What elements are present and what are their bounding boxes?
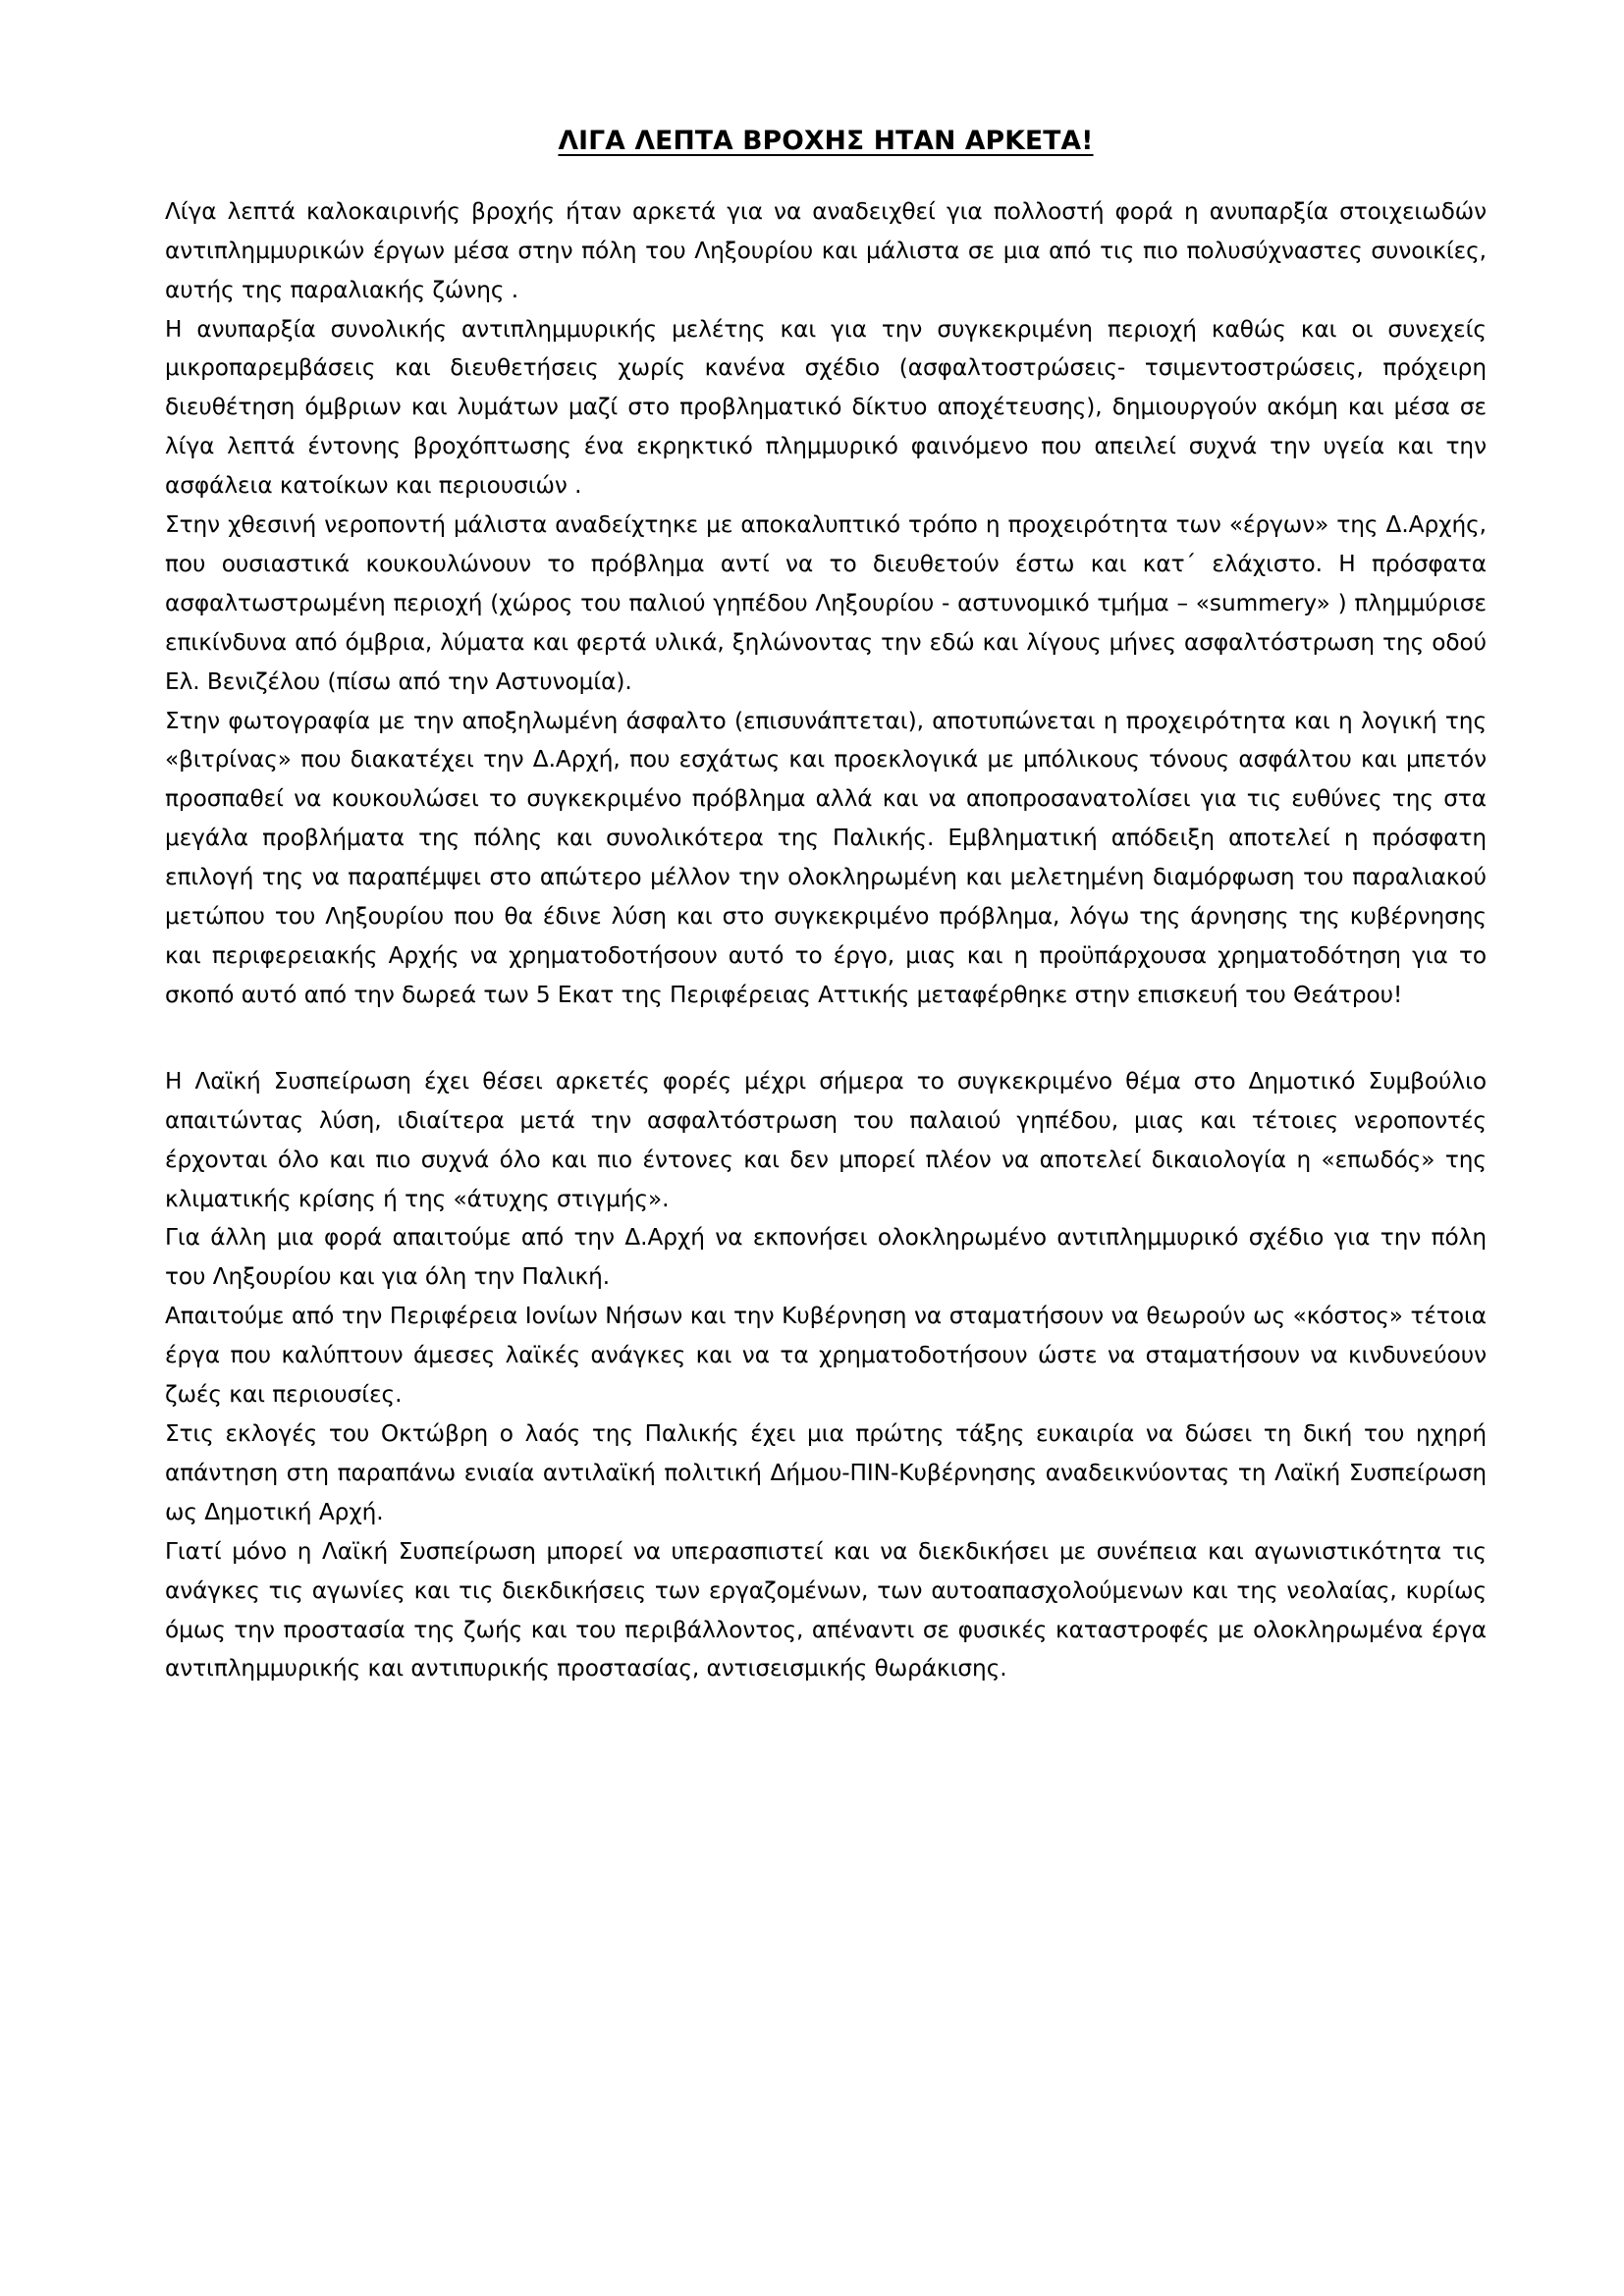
paragraph: Στην χθεσινή νεροποντή μάλιστα αναδείχτηκε με αποκαλυπτικό τρόπο η προχειρότητα των «έργων» της Δ.Αρχής, που ουσιαστικά κουκουλώνουν το πρόβλημα αντί να το διευθετούν έστω και κατ΄ ελάχιστο. Η πρόσφατα ασφαλτωστρωμένη περιοχή (χώρος του παλιού γηπέδου Ληξουρίου - αστυνομικό τμήμα – «summery» ) πλημμύρισε επικίνδυνα από όμβρια, λύματα και φερτά υλικά, ξηλώνοντας την εδώ και λίγους μήνες ασφαλτόστρωση της οδού Ελ. Βενιζέλου (πίσω από την Αστυνομία). [165, 511, 1487, 695]
paragraph: Γιατί μόνο η Λαϊκή Συσπείρωση μπορεί να υπερασπιστεί και να διεκδικήσει με συνέπεια και αγωνιστικότητα τις ανάγκες τις αγωνίες και τις διεκδικήσεις των εργαζομένων, των αυτοαπασχολούμενων και της νεολαίας, κυρίως όμως την προστασία της ζωής και του περιβάλλοντος, απέναντι σε φυσικές καταστροφές με ολοκληρωμένα έργα αντιπλημμυρικής και αντιπυρικής προστασίας, αντισεισμικής θωράκισης. [165, 1537, 1487, 1682]
document-body [165, 192, 1487, 1689]
paragraph: Στην φωτογραφία με την αποξηλωμένη άσφαλτο (επισυνάπτεται), αποτυπώνεται η προχειρότητα και η λογική της «βιτρίνας» που διακατέχει την Δ.Αρχή, που εσχάτως και προεκλογικά με μπόλικους τόνους ασφάλτου και μπετόν προσπαθεί να κουκουλώσει το συγκεκριμένο πρόβλημα αλλά και να αποπροσανατολίσει για τις ευθύνες της στα μεγάλα προβλήματα της πόλης και συνολικότερα της Παλικής. Εμβληματική απόδειξη αποτελεί η πρόσφατη επιλογή της να παραπέμψει στο απώτερο μέλλον την ολοκληρωμένη και μελετημένη διαμόρφωση του παραλιακού μετώπου του Ληξουρίου που θα έδινε λύση και στο συγκεκριμένο πρόβλημα, λόγω της άρνησης της κυβέρνησης και περιφερειακής Αρχής να χρηματοδοτήσουν αυτό το έργο, μιας και η προϋπάρχουσα χρηματοδότηση για το σκοπό αυτό από την δωρεά των 5 Εκατ της Περιφέρειας Αττικής μεταφέρθηκε στην επισκευή του Θεάτρου! [165, 707, 1487, 1008]
paragraph: Η Λαϊκή Συσπείρωση έχει θέσει αρκετές φορές μέχρι σήμερα το συγκεκριμένο θέμα στο Δημοτικό Συμβούλιο απαιτώντας λύση, ιδιαίτερα μετά την ασφαλτόστρωση του παλαιού γηπέδου, μιας και τέτοιες νεροποντές έρχονται όλο και πιο συχνά όλο και πιο έντονες και δεν μπορεί πλέον να αποτελεί δικαιολογία η «επωδός» της κλιματικής κρίσης ή της «άτυχης στιγμής». [165, 1067, 1487, 1212]
section-one [165, 192, 1487, 1015]
paragraph: Απαιτούμε από την Περιφέρεια Ιονίων Νήσων και την Κυβέρνηση να σταματήσουν να θεωρούν ως «κόστος» τέτοια έργα που καλύπτουν άμεσες λαϊκές ανάγκες και να τα χρηματοδοτήσουν ώστε να σταματήσουν να κινδυνεύουν ζωές και περιουσίες. [165, 1303, 1487, 1409]
paragraph: Η ανυπαρξία συνολικής αντιπλημμυρικής μελέτης και για την συγκεκριμένη περιοχή καθώς και οι συνεχείς μικροπαρεμβάσεις και διευθετήσεις χωρίς κανένα σχέδιο (ασφαλτοστρώσεις- τσιμεντοστρώσεις, πρόχειρη διευθέτηση όμβριων και λυμάτων μαζί στο προβληματικό δίκτυο αποχέτευσης), δημιουργούν ακόμη και μέσα σε λίγα λεπτά έντονης βροχόπτωσης ένα εκρηκτικό πλημμυρικό φαινόμενο που απειλεί συχνά την υγεία και την ασφάλεια κατοίκων και περιουσιών . [165, 315, 1487, 500]
paragraph: Στις εκλογές του Οκτώβρη ο λαός της Παλικής έχει μια πρώτης τάξης ευκαιρία να δώσει τη δική του ηχηρή απάντηση στη παραπάνω ενιαία αντιλαϊκή πολιτική Δήμου-ΠΙΝ-Κυβέρνησης αναδεικνύοντας τη Λαϊκή Συσπείρωση ως Δημοτική Αρχή. [165, 1419, 1487, 1525]
page-title: ΛΙΓΑ ΛΕΠΤΑ ΒΡΟΧΗΣ ΗΤΑΝ ΑΡΚΕΤΑ! [558, 126, 1094, 156]
section-two [165, 1062, 1487, 1689]
paragraph: Για άλλη μια φορά απαιτούμε από την Δ.Αρχή να εκπονήσει ολοκληρωμένο αντιπλημμυρικό σχέδιο για την πόλη του Ληξουρίου και για όλη την Παλική. [165, 1224, 1487, 1291]
paragraph: Λίγα λεπτά καλοκαιρινής βροχής ήταν αρκετά για να αναδειχθεί για πολλοστή φορά η ανυπαρξία στοιχειωδών αντιπλημμυρικών έργων μέσα στην πόλη του Ληξουρίου και μάλιστα σε μια από τις πιο πολυσύχναστες συνοικίες, αυτής της παραλιακής ζώνης . [165, 197, 1487, 303]
section-divider-space [165, 1015, 1487, 1062]
